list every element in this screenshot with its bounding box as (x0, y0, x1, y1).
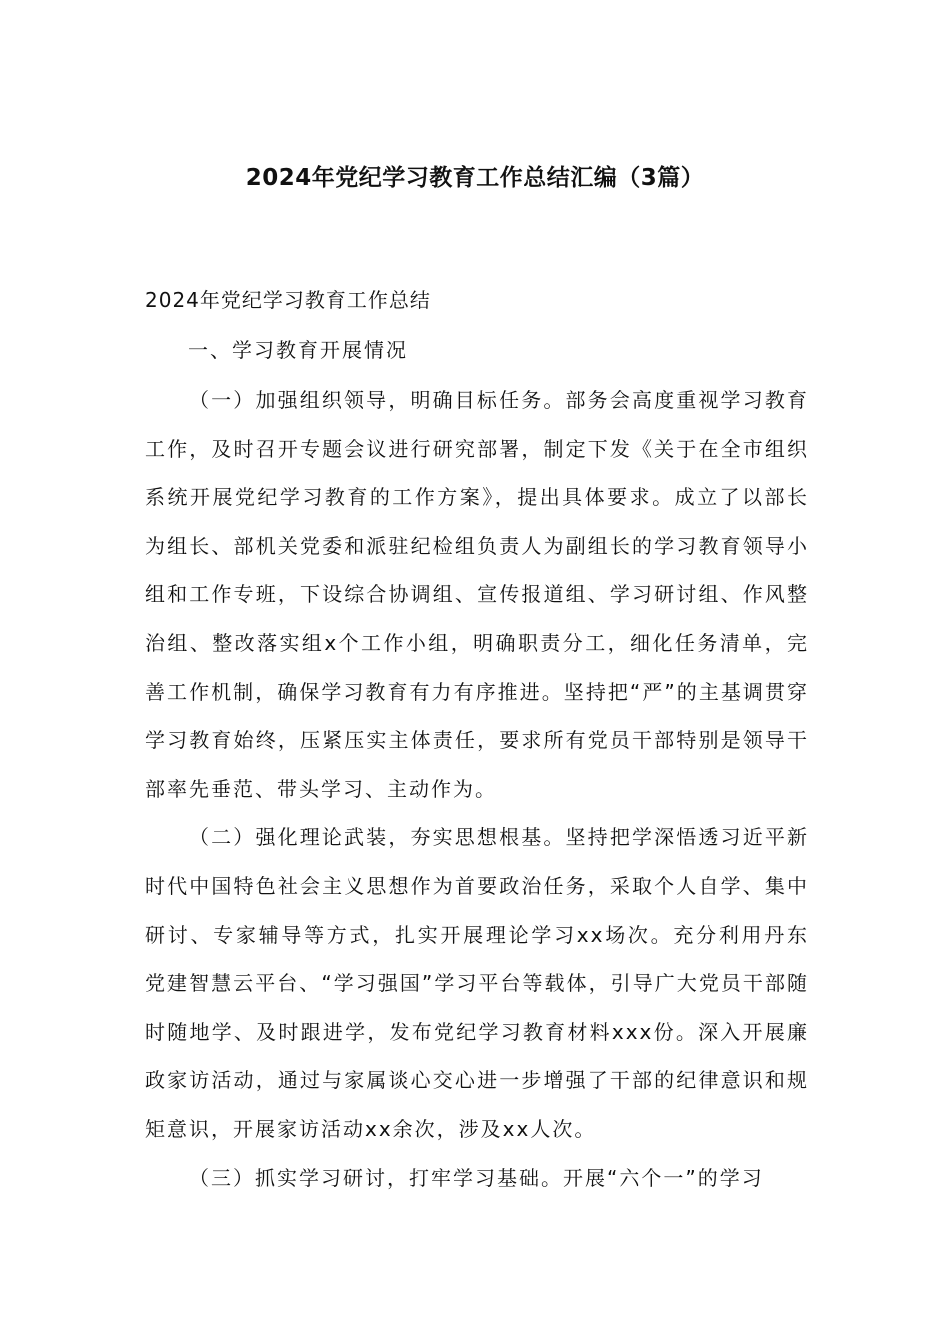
document-subtitle: 2024年党纪学习教育工作总结 (145, 288, 431, 312)
paragraph-2: （二）强化理论武装，夯实思想根基。坚持把学深悟透习近平新时代中国特色社会主义思想作为首要政治任务，采取个人自学、集中研讨、专家辅导等方式，扎实开展理论学习xx场次。充分利用丹东党建智慧云平台、“学习强国”学习平台等载体，引导广大党员干部随时随地学、及时跟进学，发布党纪学习教育材料xxx份。深入开展廉政家访活动，通过与家属谈心交心进一步增强了干部的纪律意识和规矩意识，开展家访活动xx余次，涉及xx人次。 (145, 825, 809, 1141)
paragraph-1: （一）加强组织领导，明确目标任务。部务会高度重视学习教育工作，及时召开专题会议进行研究部署，制定下发《关于在全市组织系统开展党纪学习教育的工作方案》，提出具体要求。成立了以部长为组长、部机关党委和派驻纪检组负责人为副组长的学习教育领导小组和工作专班，下设综合协调组、宣传报道组、学习研讨组、作风整治组、整改落实组x个工作小组，明确职责分工，细化任务清单，完善工作机制，确保学习教育有力有序推进。坚持把“严”的主基调贯穿学习教育始终，压紧压实主体责任，要求所有党员干部特别是领导干部率先垂范、带头学习、主动作为。 (145, 388, 809, 801)
paragraph-3: （三）抓实学习研讨，打牢学习基础。开展“六个一”的学习 (189, 1165, 764, 1190)
section-heading: 一、学习教育开展情况 (188, 338, 408, 362)
body-text (145, 376, 809, 1202)
document-title: 2024年党纪学习教育工作总结汇编（3篇） (245, 165, 705, 191)
